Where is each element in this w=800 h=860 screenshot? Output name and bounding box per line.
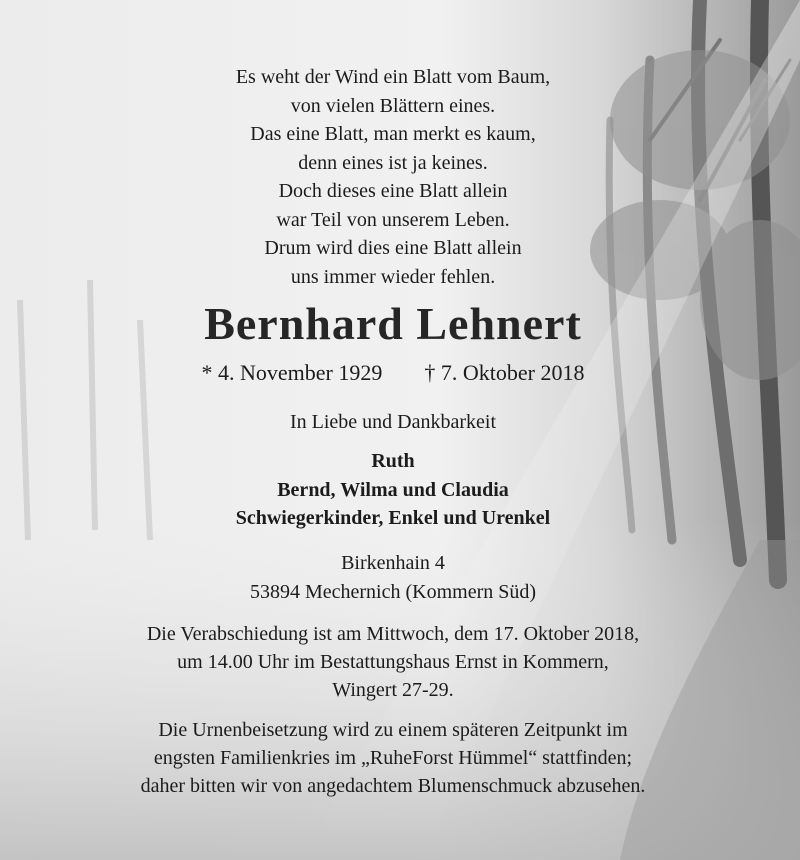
poem [0,63,786,291]
poem-line: denn eines ist ja keines. [298,151,488,174]
poem-line: war Teil von unserem Leben. [276,208,510,231]
poem-line: uns immer wieder fehlen. [290,265,496,288]
urn-line: daher bitten wir von angedachtem Blumenschmuck abzusehen. [140,775,646,797]
farewell-line: Die Verabschiedung ist am Mittwoch, dem 17. Oktober 2018, [146,623,640,645]
life-dates [0,358,786,388]
birth-date: * 4. November 1929 [201,360,383,385]
poem-line: Es weht der Wind ein Blatt vom Baum, [235,66,551,88]
address-line: 53894 Mechernich (Kommern Süd) [249,580,537,603]
mourners-list [0,447,786,533]
poem-line: von vielen Blättern eines. [290,94,496,117]
poem-line: Drum wird dies eine Blatt allein [264,237,522,259]
deceased-name: Bernhard Lehnert [204,298,582,349]
farewell-info [0,620,786,704]
death-date: † 7. Oktober 2018 [424,360,585,385]
urn-line: Die Urnenbeisetzung wird zu einem späteren Zeitpunkt im [158,719,628,741]
mourners-intro: In Liebe und Dankbarkeit [289,411,497,433]
address [0,549,786,606]
farewell-line: um 14.00 Uhr im Bestattungshaus Ernst in Kommern, [177,651,609,673]
farewell-line: Wingert 27-29. [332,679,454,701]
mourner-line: Ruth [371,450,415,472]
mourner-line: Bernd, Wilma und Claudia [277,478,509,501]
poem-line: Doch dieses eine Blatt allein [278,180,508,202]
urn-line: engsten Familienkries im „RuheForst Hümmel“ stattfinden; [153,747,633,769]
urn-burial-info [0,716,786,800]
mourner-line: Schwiegerkinder, Enkel und Urenkel [235,507,551,529]
address-line: Birkenhain 4 [341,552,445,574]
poem-line: Das eine Blatt, man merkt es kaum, [250,123,536,145]
